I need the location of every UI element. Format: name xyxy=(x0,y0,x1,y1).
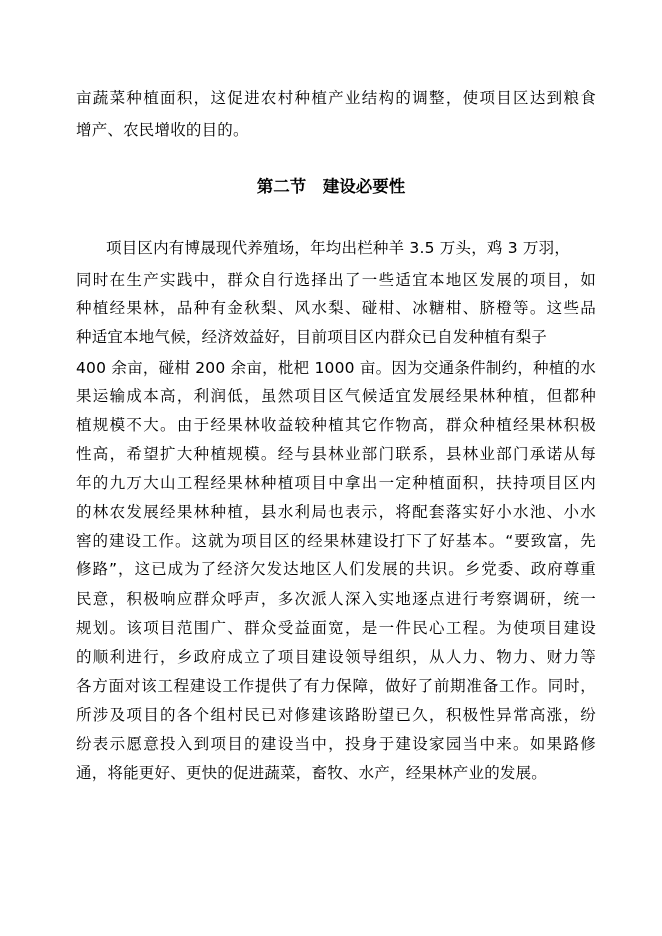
paragraph-line: 窖的建设工作。这就为项目区的经果林建设打下了好基本。“要致富，先 xyxy=(76,532,596,550)
paragraph-line: 所涉及项目的各个组村民已对修建该路盼望已久，积极性异常高涨，纷 xyxy=(76,706,596,724)
intro-line: 增产、农民增收的目的。 xyxy=(76,121,249,139)
paragraph-line: 的林农发展经果林种植，县水利局也表示，将配套落实好小水池、小水 xyxy=(76,503,596,521)
paragraph-line: 同时在生产实践中，群众自行选择出了一些适宜本地区发展的项目，如 xyxy=(76,271,596,289)
paragraph-line: 规划。该项目范围广、群众受益面宽，是一件民心工程。为使项目建设 xyxy=(76,619,596,637)
paragraph-line: 纷表示愿意投入到项目的建设当中，投身于建设家园当中来。如果路修 xyxy=(76,735,596,753)
paragraph-line: 的顺利进行，乡政府成立了项目建设领导组织，从人力、物力、财力等 xyxy=(76,648,596,666)
paragraph-line: 年的九万大山工程经果林种植项目中拿出一定种植面积，扶持项目区内 xyxy=(76,474,596,492)
paragraph-line: 种适宜本地气候，经济效益好，目前项目区内群众已自发种植有梨子 xyxy=(76,328,548,346)
paragraph-line: 果运输成本高，利润低，虽然项目区气候适宜发展经果林种植，但都种 xyxy=(76,387,596,405)
paragraph-line: 400 余亩，碰柑 200 余亩，枇杷 1000 亩。因为交通条件制约，种植的水 xyxy=(76,359,596,377)
paragraph-line: 民意，积极响应群众呼声，多次派人深入实地逐点进行考察调研，统一 xyxy=(76,590,596,608)
paragraph-line: 各方面对该工程建设工作提供了有力保障，做好了前期准备工作。同时， xyxy=(76,677,596,695)
paragraph-line: 项目区内有博晟现代养殖场，年均出栏种羊 3.5 万头，鸡 3 万羽， xyxy=(106,239,571,257)
paragraph-line: 种植经果林，品种有金秋梨、风水梨、碰柑、冰糖柑、脐橙等。这些品 xyxy=(76,299,596,317)
intro-line: 亩蔬菜种植面积，这促进农村种植产业结构的调整，使项目区达到粮食 xyxy=(76,89,596,107)
paragraph-line: 性高，希望扩大种植规模。经与县林业部门联系，县林业部门承诺从每 xyxy=(76,445,596,463)
paragraph-line: 修路”，这已成为了经济欠发达地区人们发展的共识。乡党委、政府尊重 xyxy=(76,560,596,578)
paragraph-line: 通，将能更好、更快的促进蔬菜，畜牧、水产，经果林产业的发展。 xyxy=(76,764,548,782)
paragraph-line: 植规模不大。由于经果林收益较种植其它作物高，群众种植经果林积极 xyxy=(76,416,596,434)
section-heading: 第二节 建设必要性 xyxy=(256,177,406,196)
